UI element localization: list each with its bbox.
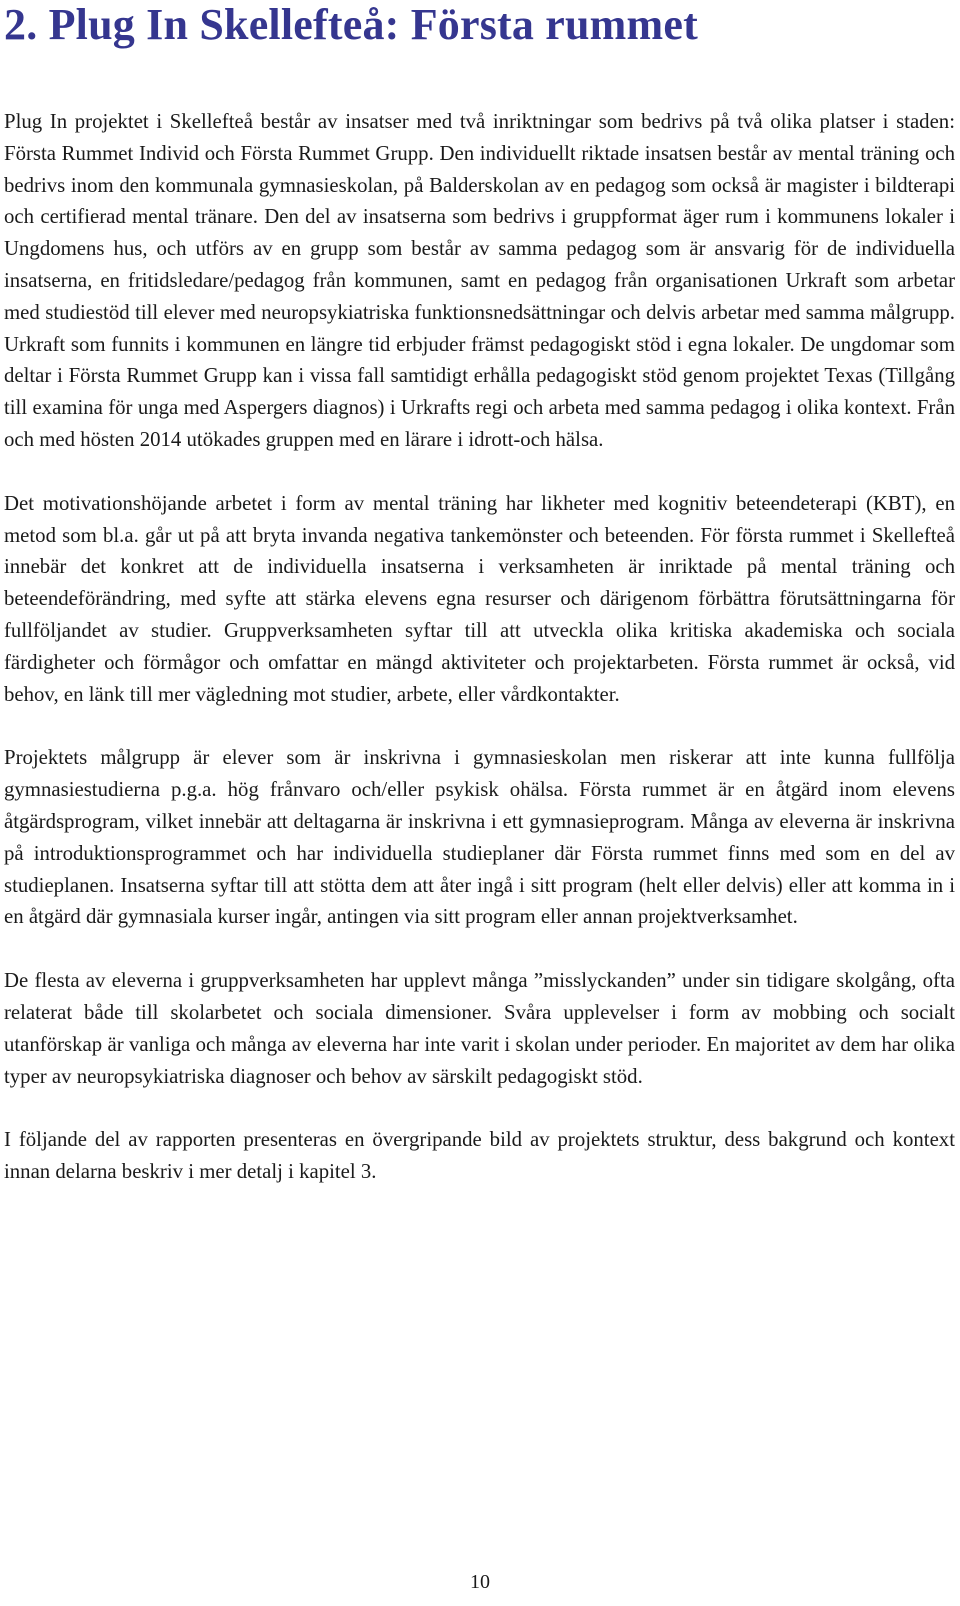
paragraph-2: Det motivationshöjande arbetet i form av mental träning har likheter med kognitiv beteendeterapi (KBT), en metod som bl.a. går ut på att bryta invanda negativa tankemönster och beteenden. För första rummet i Skellefteå innebär det konkret att de individuella insatserna i verksamheten är inriktade på mental träning och beteendeförändring, med syfte att stärka elevens egna resurser och därigenom förbättra förutsättningarna för fullföljandet av studier. Gruppverksamheten syftar till att utveckla olika kritiska akademiska och sociala färdigheter och förmågor och omfattar en mängd aktiviteter och projektarbeten. Första rummet är också, vid behov, en länk till mer vägledning mot studier, arbete, eller vårdkontakter. xyxy=(4,491,955,706)
document-page xyxy=(4,0,955,1220)
body-text xyxy=(4,106,955,1188)
paragraph-3: Projektets målgrupp är elever som är inskrivna i gymnasieskolan men riskerar att inte kunna fullfölja gymnasiestudierna p.g.a. hög frånvaro och/eller psykisk ohälsa. Första rummet är en åtgärd inom elevens åtgärdsprogram, vilket innebär att deltagarna är inskrivna i ett gymnasieprogram. Många av eleverna är inskrivna på introduktionsprogrammet och har individuella studieplaner där Första rummet finns med som en del av studieplanen. Insatserna syftar till att stötta dem att åter ingå i sitt program (helt eller delvis) eller att komma in i en åtgärd där gymnasiala kurser ingår, antingen via sitt program eller annan projektverksamhet. xyxy=(4,746,955,929)
paragraph-4: De flesta av eleverna i gruppverksamheten har upplevt många ”misslyckanden” under sin tidigare skolgång, ofta relaterat både till skolarbetet och sociala dimensioner. Svåra upplevelser i form av mobbing och socialt utanförskap är vanliga och många av eleverna har inte varit i skolan under perioder. En majoritet av dem har olika typer av neuropsykiatriska diagnoser och behov av särskilt pedagogiskt stöd. xyxy=(4,969,955,1088)
page-number: 10 xyxy=(470,1571,490,1593)
chapter-title: 2. Plug In Skellefteå: Första rummet xyxy=(4,0,698,49)
paragraph-5: I följande del av rapporten presenteras en övergripande bild av projektets struktur, dess bakgrund och kontext innan delarna beskriv i mer detalj i kapitel 3. xyxy=(4,1128,955,1184)
paragraph-1: Plug In projektet i Skellefteå består av insatser med två inriktningar som bedrivs på två olika platser i staden: Första Rummet Individ och Första Rummet Grupp. Den individuellt riktade insatsen består av mental träning och bedrivs inom den kommunala gymnasieskolan, på Balderskolan av en pedagog som också är magister i bildterapi och certifierad mental tränare. Den del av insatserna som bedrivs i gruppformat äger rum i kommunens lokaler i Ungdomens hus, och utförs av en grupp som består av samma pedagog som är ansvarig för de individuella insatserna, en fritidsledare/pedagog från kommunen, samt en pedagog från organisationen Urkraft som arbetar med studiestöd till elever med neuropsykiatriska funktionsnedsättningar och delvis arbetar med samma målgrupp. Urkraft som funnits i kommunen en längre tid erbjuder främst pedagogiskt stöd i egna lokaler. De ungdomar som deltar i Första Rummet Grupp kan i vissa fall samtidigt erhålla pedagogiskt stöd genom projektet Texas (Tillgång till examina för unga med Aspergers diagnos) i Urkrafts regi och arbeta med samma pedagog i olika kontext. Från och med hösten 2014 utökades gruppen med en lärare i idrott-och hälsa. xyxy=(4,110,955,451)
